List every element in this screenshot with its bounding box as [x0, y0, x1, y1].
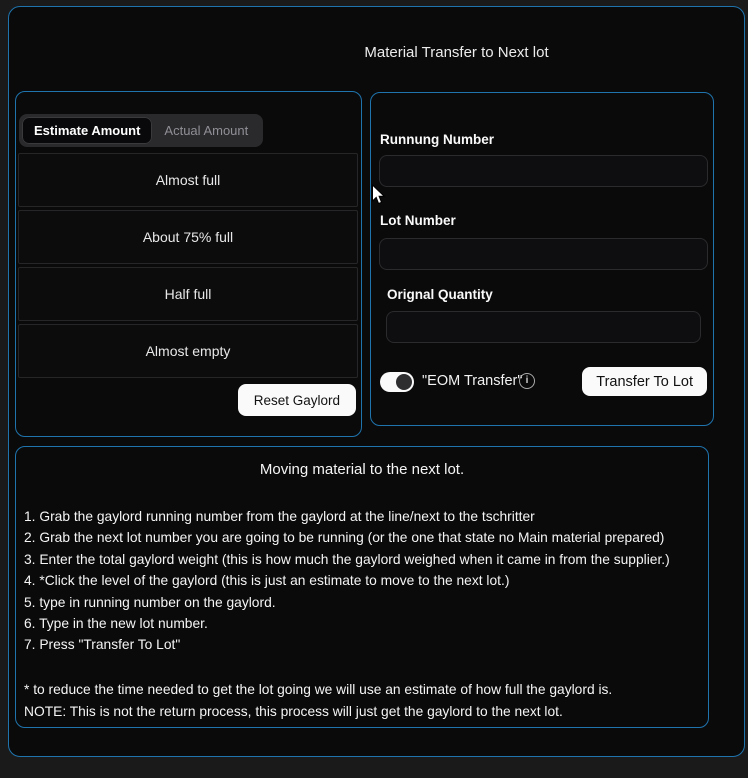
gaylord-level-list — [18, 153, 358, 378]
running-number-label: Runnung Number — [380, 132, 494, 147]
footnote-asterisk: * to reduce the time needed to get the lot going we will use an estimate of how full the gaylord is. — [24, 681, 613, 697]
instruction-step: 5. type in running number on the gaylord. — [24, 594, 276, 610]
main-card — [8, 6, 745, 757]
reset-gaylord-button[interactable]: Reset Gaylord — [238, 384, 356, 416]
instructions-steps — [24, 506, 702, 723]
level-half-full-button[interactable]: Half full — [18, 267, 358, 321]
estimate-panel — [15, 91, 362, 437]
lot-number-input[interactable] — [379, 238, 708, 270]
original-quantity-input[interactable] — [386, 311, 701, 343]
page-title: Material Transfer to Next lot — [364, 44, 549, 61]
toggle-knob — [396, 374, 412, 390]
transfer-to-lot-button[interactable]: Transfer To Lot — [582, 367, 707, 396]
instructions-heading: Moving material to the next lot. — [259, 461, 465, 478]
level-about-75-full-button[interactable]: About 75% full — [18, 210, 358, 264]
tab-actual-amount[interactable]: Actual Amount — [164, 123, 249, 138]
info-icon[interactable]: i — [519, 373, 535, 389]
mouse-cursor-icon — [371, 184, 386, 206]
transfer-form-panel — [370, 92, 714, 426]
lot-number-label: Lot Number — [380, 213, 456, 228]
level-almost-full-button[interactable]: Almost full — [18, 153, 358, 207]
instruction-step: 2. Grab the next lot number you are going to be running (or the one that state no Main material prepared) — [24, 530, 665, 546]
running-number-input[interactable] — [379, 155, 708, 187]
instruction-step: 1. Grab the gaylord running number from the gaylord at the line/next to the tschritter — [24, 509, 535, 524]
original-quantity-label: Orignal Quantity — [387, 287, 493, 302]
instructions-panel — [15, 446, 709, 728]
instruction-step: 7. Press "Transfer To Lot" — [24, 637, 181, 653]
amount-tab-group — [19, 114, 263, 147]
tab-estimate-amount[interactable]: Estimate Amount — [22, 117, 152, 144]
instruction-step: 4. *Click the level of the gaylord (this is just an estimate to move to the next lot.) — [24, 573, 510, 589]
eom-transfer-toggle[interactable] — [380, 372, 414, 392]
footnote-note: NOTE: This is not the return process, this process will just get the gaylord to the next lot. — [24, 703, 563, 719]
instructions-footnotes — [24, 679, 702, 723]
instruction-step: 3. Enter the total gaylord weight (this is how much the gaylord weighed when it came in from the supplier.) — [24, 551, 670, 567]
eom-transfer-label: "EOM Transfer" — [422, 373, 523, 389]
instruction-step: 6. Type in the new lot number. — [24, 616, 208, 632]
level-almost-empty-button[interactable]: Almost empty — [18, 324, 358, 378]
